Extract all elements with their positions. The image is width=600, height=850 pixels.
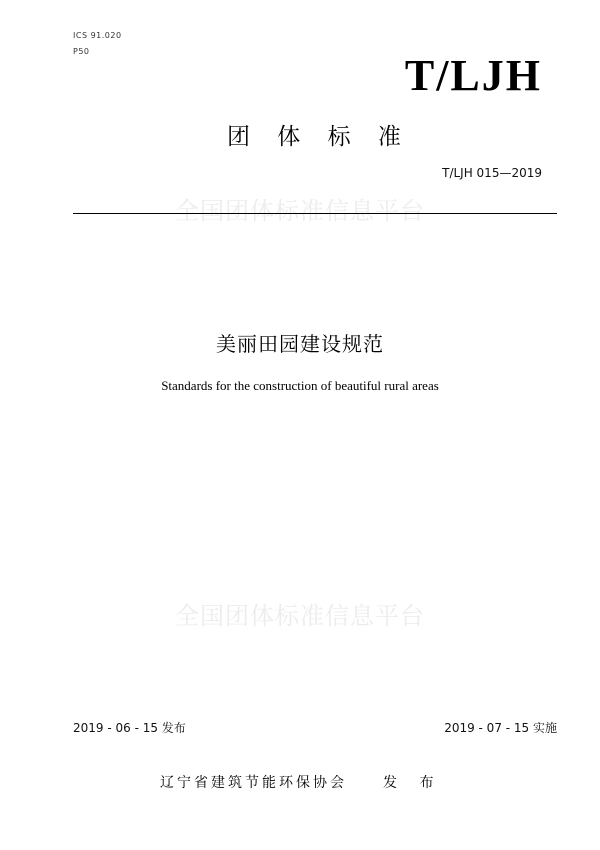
header-divider	[73, 213, 557, 214]
publisher-line	[160, 772, 442, 792]
publisher-name: 辽宁省建筑节能环保协会	[160, 775, 347, 791]
issue-date: 2019 - 06 - 15 发布	[73, 721, 186, 735]
standard-number: T/LJH 015—2019	[442, 166, 542, 180]
publisher-suffix: 发 布	[383, 775, 443, 791]
implementation-date: 2019 - 07 - 15 实施	[444, 721, 557, 735]
standard-type-heading: 团 体 标 准	[227, 124, 411, 150]
ccs-code: P50	[73, 47, 90, 56]
document-title-english: Standards for the construction of beautiful rural areas	[161, 378, 439, 393]
standard-logo: T/LJH	[404, 51, 542, 100]
document-title-chinese: 美丽田园建设规范	[216, 332, 384, 356]
watermark-bottom: 全国团体标准信息平台	[175, 602, 425, 630]
watermark-top: 全国团体标准信息平台	[175, 197, 425, 225]
ics-code: ICS 91.020	[73, 31, 122, 40]
